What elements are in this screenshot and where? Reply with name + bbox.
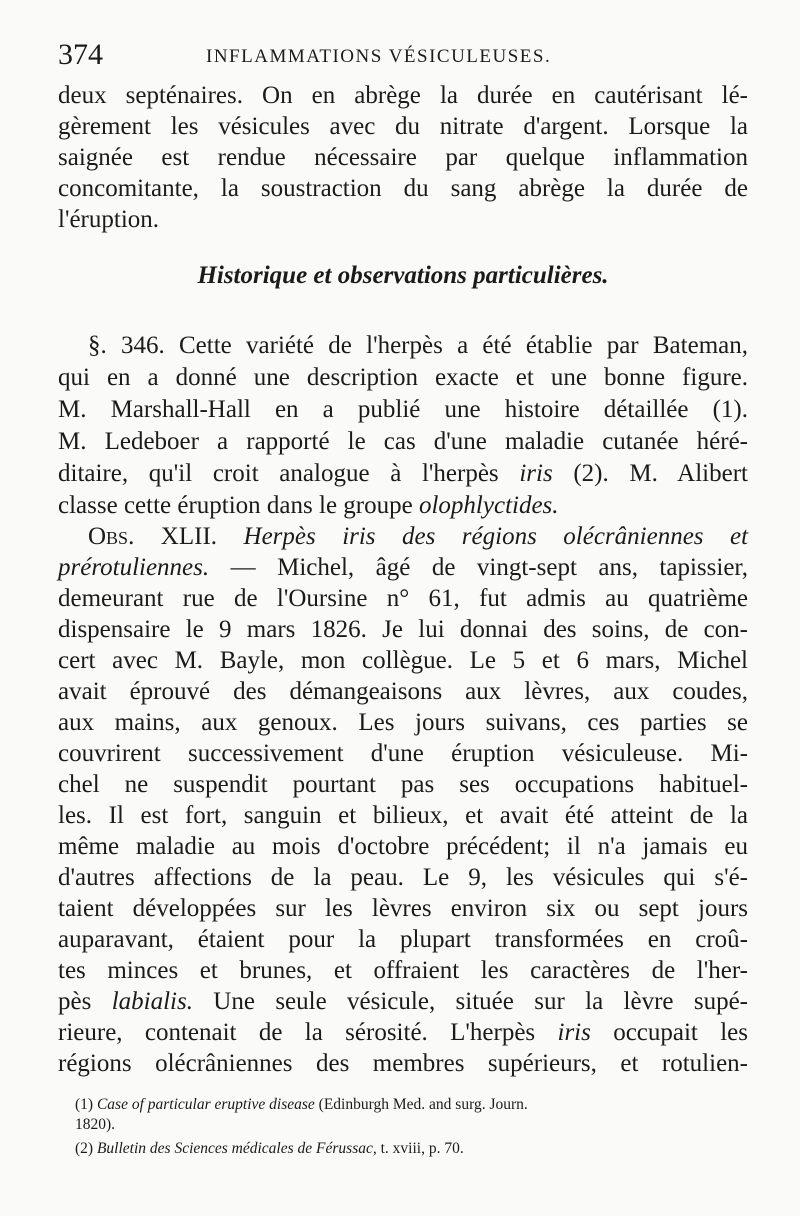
italic-term: iris — [557, 1019, 591, 1046]
footnote-title: Case of particular eruptive disease — [96, 1096, 315, 1113]
text-line: concomitante, la soustraction du sang abrège la durée de — [58, 175, 748, 202]
footnote-number: (1) — [75, 1096, 97, 1113]
observation-label: Obs. XLII. — [88, 523, 218, 550]
footnote-2 — [75, 1139, 725, 1159]
text-line: M. Marshall-Hall en a publié une histoire détaillée (1). — [58, 396, 748, 423]
italic-term: olophlyctides. — [418, 492, 559, 519]
text-span: Une seule vésicule, située sur la lèvre supé- — [192, 988, 749, 1015]
text-span: rieure, contenait de la sérosité. L'herpès — [58, 1019, 558, 1046]
text-span: ditaire, qu'il croit analogue à l'herpès — [58, 460, 520, 487]
text-line: deux septénaires. On en abrège la durée en cautérisant lé- — [58, 82, 748, 109]
text-line: chel ne suspendit pourtant pas ses occupations habituel- — [58, 771, 748, 798]
text-line: demeurant rue de l'Oursine n° 61, fut admis au quatrième — [58, 585, 748, 612]
text-line: auparavant, étaient pour la plupart transformées en croû- — [58, 926, 748, 953]
text-line: saignée est rendue nécessaire par quelque inflammation — [58, 144, 748, 171]
text-span: pès — [58, 988, 112, 1015]
text-line — [58, 490, 748, 521]
observation-title: Herpès iris des régions olécrâniennes et — [243, 523, 749, 550]
text-line: avait éprouvé des démangeaisons aux lèvres, aux coudes, — [58, 678, 748, 705]
observation-title: prérotuliennes. — [58, 554, 210, 581]
italic-term: iris — [519, 460, 553, 487]
text-line: tes minces et brunes, et offraient les caractères de l'her- — [58, 957, 748, 984]
text-line: M. Ledeboer a rapporté le cas d'une maladie cutanée héré- — [58, 428, 748, 455]
text-line: les. Il est fort, sanguin et bilieux, et avait été atteint de la — [58, 802, 748, 829]
text-line: dispensaire le 9 mars 1826. Je lui donnai des soins, de con- — [58, 616, 748, 643]
text-line — [58, 458, 748, 489]
text-line: §. 346. Cette variété de l'herpès a été établie par Bateman, — [88, 332, 748, 359]
observation-title-line — [88, 521, 748, 552]
text-span: (2). M. Alibert — [552, 460, 748, 487]
italic-term: labialis. — [111, 988, 193, 1015]
text-line — [58, 552, 748, 583]
text-line: l'éruption. — [58, 206, 160, 233]
text-line: même maladie au mois d'octobre précédent; il n'a jamais eu — [58, 833, 748, 860]
text-line: cert avec M. Bayle, mon collègue. Le 5 et 6 mars, Michel — [58, 647, 748, 674]
text-line — [58, 1017, 748, 1048]
footnote-1 — [75, 1095, 725, 1115]
page-header — [58, 38, 748, 74]
text-line: qui en a donné une description exacte et une bonne figure. — [58, 364, 748, 391]
text-line: gèrement les vésicules avec du nitrate d'argent. Lorsque la — [58, 113, 748, 140]
footnote-text: t. xviii, p. 70. — [376, 1140, 464, 1157]
running-head: INFLAMMATIONS VÉSICULEUSES. — [206, 46, 552, 67]
footnote-text: (Edinburgh Med. and surg. Journ. — [314, 1096, 528, 1113]
footnote-number: (2) — [75, 1140, 97, 1157]
page-number: 374 — [58, 38, 103, 71]
footnote-title: Bulletin des Sciences médicales de Férussac, — [96, 1140, 377, 1157]
text-line: taient développées sur les lèvres environ six ou sept jours — [58, 895, 748, 922]
section-heading: Historique et observations particulières. — [197, 262, 609, 289]
text-line: couvrirent successivement d'une éruption vésiculeuse. Mi- — [58, 740, 748, 767]
text-span: — Michel, âgé de vingt-sept ans, tapissier, — [209, 554, 748, 581]
text-line: régions olécrâniennes des membres supérieurs, et rotulien- — [58, 1050, 748, 1077]
text-span: occupait les — [590, 1019, 748, 1046]
text-line — [58, 986, 748, 1017]
text-line: aux mains, aux genoux. Les jours suivans, ces parties se — [58, 709, 748, 736]
text-line: d'autres affections de la peau. Le 9, les vésicules qui s'é- — [58, 864, 748, 891]
text-span: classe cette éruption dans le groupe — [58, 492, 419, 519]
footnote-1-continued: 1820). — [75, 1116, 116, 1133]
